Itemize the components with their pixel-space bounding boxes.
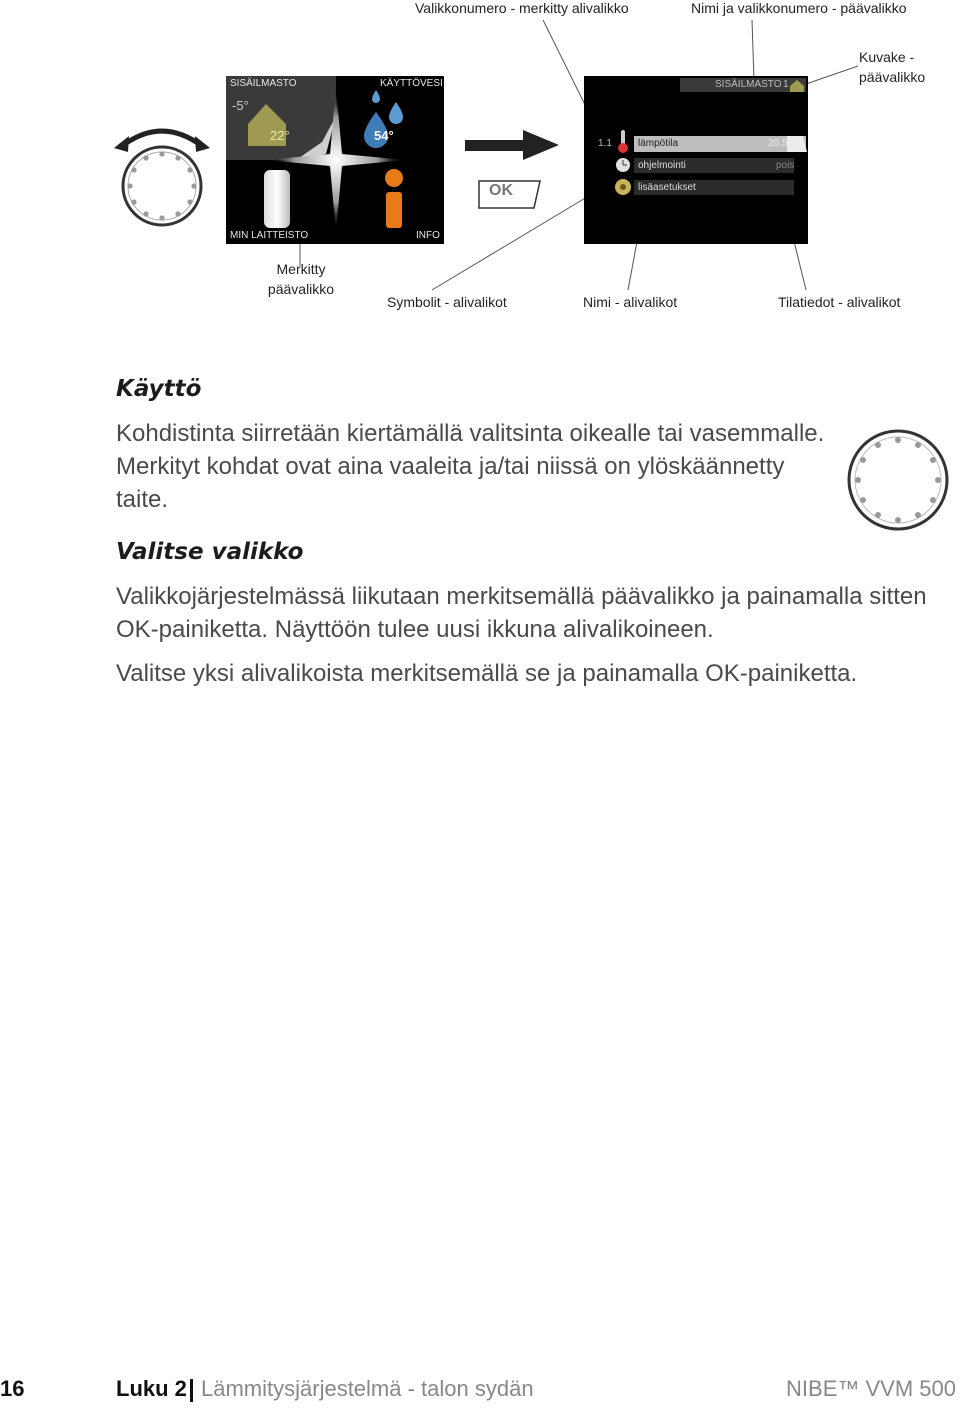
callout-marked-line1: Merkitty — [276, 261, 326, 277]
submenu-screen — [584, 76, 808, 244]
callout-icon-line1: Kuvake - — [859, 49, 915, 65]
ok-button[interactable]: OK — [489, 182, 513, 199]
water-temp: 54° — [374, 128, 394, 143]
heading-operation: Käyttö — [116, 376, 202, 402]
clock-icon — [614, 156, 632, 174]
callout-status: Tilatiedot - alivalikot — [778, 294, 901, 310]
submenu-row-status: 20.5° — [768, 138, 792, 149]
indoor-temp: 22° — [270, 128, 290, 143]
chapter-title: Lämmitysjärjestelmä - talon sydän — [201, 1376, 534, 1401]
callout-icon-line2: päävalikko — [859, 69, 926, 85]
control-knob-icon — [846, 428, 950, 532]
callout-name-and-number: Nimi ja valikkonumero - päävalikko — [691, 0, 907, 16]
advanced-settings-icon — [613, 177, 633, 197]
main-menu-graphic — [226, 76, 444, 244]
callout-submenu-number: Valikkonumero - merkitty alivalikko — [415, 0, 629, 16]
submenu-title: SISÄILMASTO — [715, 79, 782, 90]
submenu-row-scheduling[interactable]: ohjelmointi — [638, 160, 686, 171]
thermometer-icon — [616, 128, 630, 154]
submenu-row-temperature[interactable]: lämpötila — [638, 138, 679, 149]
page-number: 16 — [0, 1376, 25, 1401]
submenu-row-status: pois — [776, 160, 795, 171]
control-knob-icon[interactable] — [112, 118, 212, 230]
house-icon — [788, 79, 806, 93]
heading-select-menu: Valitse valikko — [116, 539, 304, 565]
quadrant-my-system[interactable]: MIN LAITTEISTO — [230, 230, 309, 241]
quadrant-info[interactable]: INFO — [416, 230, 440, 241]
footer-divider — [190, 1379, 193, 1402]
outdoor-temp: -5° — [232, 98, 249, 113]
product-name: NIBE™ VVM 500 — [786, 1376, 956, 1401]
callout-marked-line2: päävalikko — [267, 281, 335, 297]
paragraph-select-menu: Valikkojärjestelmässä liikutaan merkitsemällä päävalikko ja painamalla sitten OK-painiketta. Näyttöön tulee uusi ikkuna alivalikoineen. — [116, 583, 927, 643]
quadrant-hot-water[interactable]: KÄYTTÖVESI — [380, 78, 443, 89]
callout-symbols: Symbolit - alivalikot — [387, 294, 507, 310]
quadrant-indoor-climate[interactable]: SISÄILMASTO — [230, 78, 297, 89]
arrow-right-icon — [465, 130, 560, 162]
callout-names: Nimi - alivalikot — [583, 294, 678, 310]
submenu-row-advanced[interactable]: lisäasetukset — [638, 182, 696, 193]
paragraph-select-submenu: Valitse yksi alivalikoista merkitsemällä se ja painamalla OK-painiketta. — [116, 660, 858, 687]
main-menu-screen — [226, 76, 444, 244]
paragraph-operation: Kohdistinta siirretään kiertämällä valitsinta oikealle tai vasemmalle. Merkityt kohdat ovat aina vaaleita ja/tai niissä on ylöskäännetty taite. — [116, 420, 825, 513]
submenu-row-number: 1.1 — [598, 138, 612, 149]
chapter-label: Luku 2 — [116, 1376, 187, 1401]
submenu-main-number: 1 — [783, 79, 789, 90]
